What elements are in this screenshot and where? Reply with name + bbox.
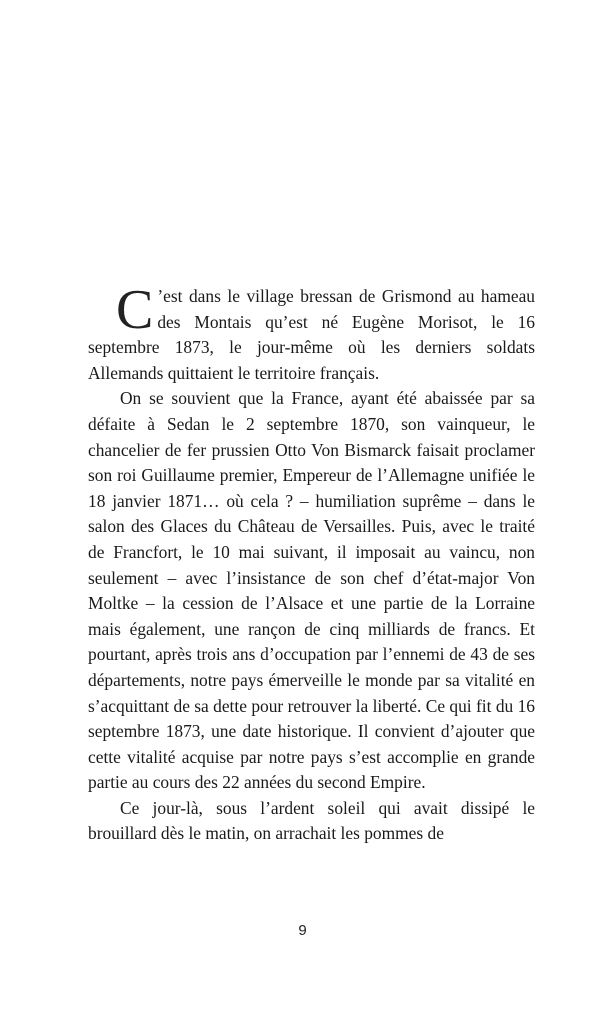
paragraph-1 (88, 279, 535, 386)
paragraph-3: Ce jour-là, sous l’ardent soleil qui avait dissipé le brouillard dès le matin, on arrachait les pommes de (88, 797, 535, 844)
paragraph-1-text: ’est dans le village bressan de Grismond au hameau des Montais qu’est né Eugène Morisot, le 16 septembre 1873, le jour-même où les derniers soldats Allemands quittaient le territoire français. (88, 286, 535, 383)
paragraph-2: On se souvient que la France, ayant été abaissée par sa défaite à Sedan le 2 septembre 1870, son vainqueur, le chancelier de fer prussien Otto Von Bismarck faisait proclamer son roi Guillaume premier, Empereur de l’Allemagne unifiée le 18 janvier 1871… où cela ? – humiliation suprême – dans le salon des Glaces du Château de Versailles. Puis, avec le traité de Francfort, le 10 mai suivant, il imposait au vaincu, non seulement – avec l’insistance de son chef d’état-major Von Moltke – la cession de l’Alsace et une partie de la Lorraine mais également, une rançon de cinq milliards de francs. Et pourtant, après trois ans d’occupation par l’ennemi de 43 de ses départements, notre pays émerveille le monde par sa vitalité en s’acquittant de sa dette pour retrouver la liberté. Ce qui fit du 16 septembre 1873, une date historique. Il convient d’ajouter que cette vitalité acquise par notre pays s’est accomplie en grande partie au cours des 22 années du second Empire. (88, 388, 535, 793)
page-body (88, 279, 535, 847)
drop-cap: C (116, 279, 154, 341)
page-number: 9 (298, 922, 307, 939)
